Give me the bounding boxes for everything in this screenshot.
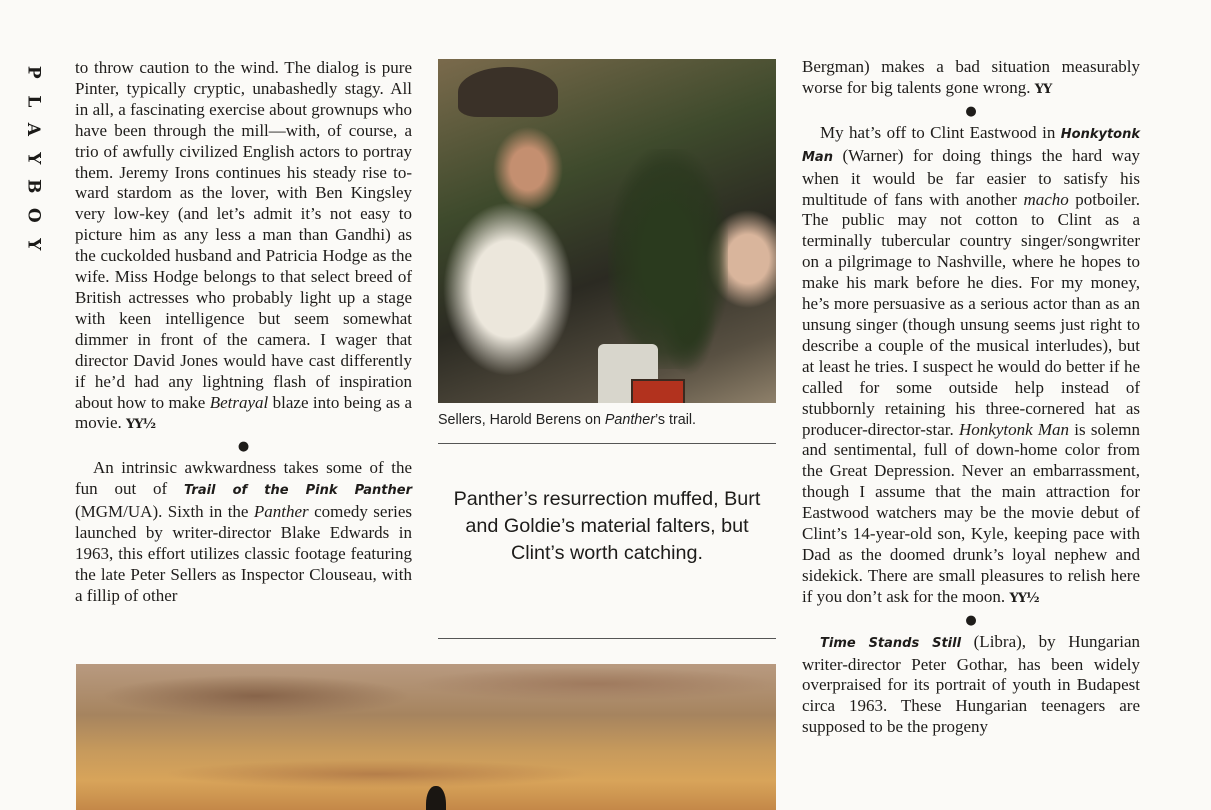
body-text: My hat’s off to Clint Eastwood in	[820, 122, 1061, 142]
body-text: blaze into being as a movie.	[75, 392, 413, 433]
rating-symbol: YY½	[126, 417, 156, 433]
photo-detail	[458, 67, 558, 117]
sunset-photo	[76, 664, 776, 810]
right-text-column	[802, 57, 1140, 738]
body-text: Bergman) makes a bad situation measurably worse for big talents gone wrong.	[802, 57, 1140, 97]
divider-rule	[438, 443, 776, 444]
review-pink-panther-paragraph	[75, 458, 412, 606]
body-text: (MGM/UA). Sixth in the	[75, 502, 254, 522]
review-betrayal-paragraph	[75, 58, 412, 436]
caption-text: Sellers, Harold Berens on	[438, 412, 605, 428]
body-text: is solemn and sentimental, full of down-home color from the Great Depression. Never an embarrassment, though I assume that the main attraction for Eastwood watchers may be the movie debut of Clint’s 14-year-old son, Kyle, keeping pace with Dad as the doomed drunk’s loyal nephew and sidekick. There are small pleasures to relish here if you don’t ask for the moon.	[802, 419, 1140, 606]
photo-detail	[631, 379, 685, 403]
review-continuation-paragraph	[802, 57, 1140, 101]
photo-detail	[426, 786, 446, 810]
film-still-photo	[438, 59, 776, 403]
film-title-italic: Panther	[253, 502, 309, 522]
section-letter: A	[23, 122, 44, 137]
film-title-italic: Honkytonk Man	[959, 419, 1070, 439]
divider-rule	[438, 638, 776, 639]
body-text: comedy series launched by writer-director Blake Edwards in 1963, this effort utilizes classic footage featuring the late Peter Sellers as Inspector Clouseau, with a fillip of other	[75, 502, 412, 605]
body-text: (Libra), by Hungarian writer-director Peter Gothar, has been widely overpraised for its portrait of youth in Budapest circa 1963. These Hungarian teenagers are supposed to be the progeny	[802, 631, 1140, 737]
body-text: potboiler. The public may not cotton to Clint as a terminally tubercular country singer/songwriter on a pilgrimage to Nashville, where he hopes to make his mark before he dies. For my money, he’s more persuasive as a serious actor than as an unsung singer (though unsung seems just right to describe a couple of the musical interludes), but at least he tries. I suspect he would do better if he called for some outside help instead of stubbornly retaining his three-cornered hat as producer-director-star.	[802, 189, 1140, 439]
section-letter: L	[23, 94, 44, 107]
section-letter: Y	[23, 152, 44, 165]
review-honkytonk-paragraph	[802, 123, 1140, 610]
rating-symbol: YY	[1034, 81, 1052, 97]
left-text-column	[75, 58, 412, 607]
italic-word: macho	[1023, 189, 1069, 209]
section-bullet: ●	[965, 103, 977, 119]
review-time-stands-still-paragraph	[802, 632, 1140, 739]
section-bullet: ●	[965, 612, 977, 628]
caption-italic: Panther	[604, 412, 655, 428]
film-title: Trail of the Pink Panther	[183, 483, 412, 499]
rating-symbol: YY½	[1009, 590, 1039, 606]
section-letter: O	[23, 207, 44, 223]
body-text: to throw caution to the wind. The dialog is pure Pinter, typically cryptic, unabashedly stagy. All in all, a fascinating exercise about grownups who have been through the mill—with, of course, a trio of awfully civilized English actors to portray them. Jeremy Irons continues his steady rise toward stardom as the lover, with Ben Kingsley very low-key (and let’s admit it’s not easy to picture him as any less a man than Gandhi) as the cuckolded husband and Patricia Hodge as the wife. Miss Hodge belongs to that select breed of British actresses who probably light up a stage with keen intelligence but seem somewhat dimmer in front of the camera. I wager that director David Jones would have cast differently if he’d had any lightning flash of inspiration about how to make	[75, 58, 412, 412]
photo-detail	[608, 149, 728, 369]
film-title: Time Stands Still	[820, 635, 962, 651]
photo-caption	[438, 412, 776, 428]
magazine-section-label	[24, 58, 42, 258]
section-letter: B	[23, 179, 44, 194]
body-text: An intrinsic awkwardness takes some of the fun out of	[75, 458, 412, 499]
section-letter: Y	[23, 237, 44, 250]
film-title: Honkytonk Man	[802, 126, 1140, 165]
section-bullet: ●	[237, 439, 250, 455]
film-title-italic: Betrayal	[209, 392, 269, 412]
caption-text: ’s trail.	[654, 412, 697, 428]
pull-quote: Panther’s resurrection muffed, Burt and Goldie’s material falters, but Clint’s worth catching.	[453, 488, 761, 564]
section-letter: P	[23, 65, 44, 79]
body-text: (Warner) for doing things the hard way when it would be far easier to satisfy his multitude of fans with another	[802, 145, 1140, 209]
